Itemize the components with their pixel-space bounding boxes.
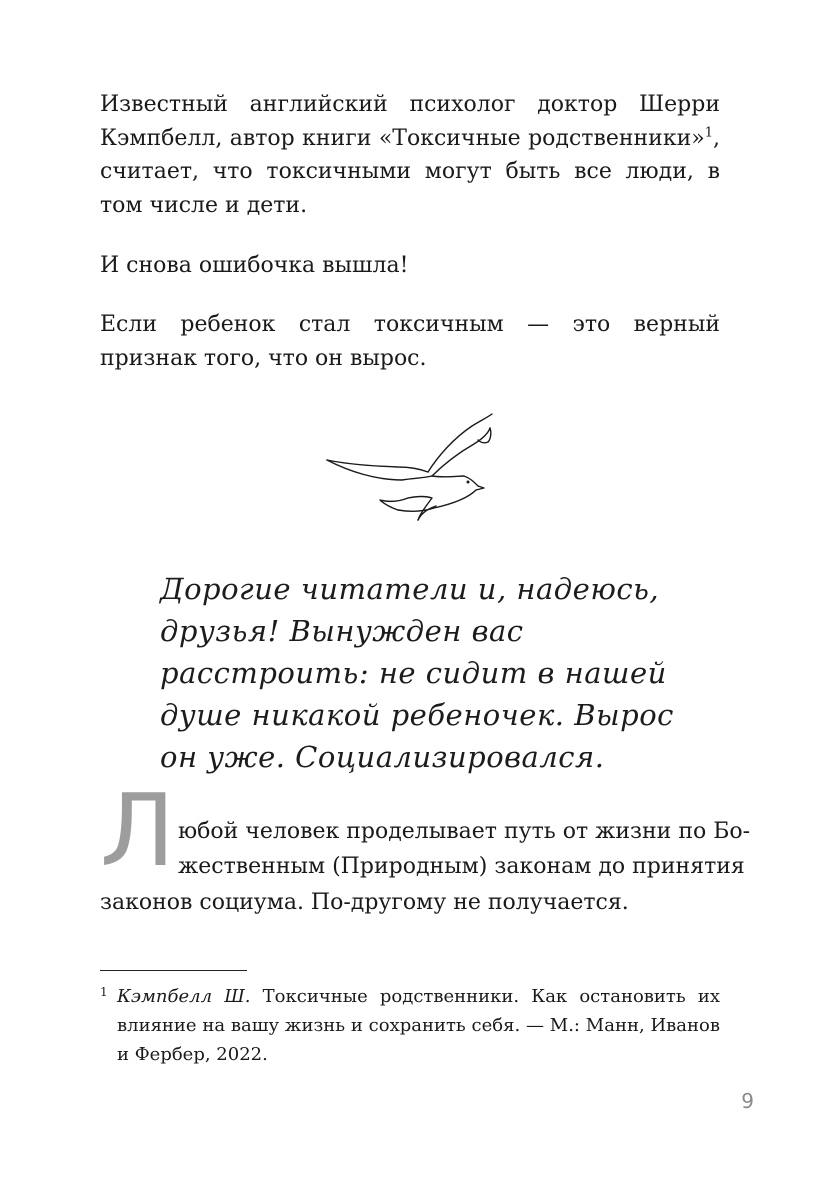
handwritten-line-2: друзья! Вынужден вас [160,614,524,648]
dropcap-line-3: законов социума. По-другому не получается. [100,890,629,915]
paragraph-1 [100,88,720,222]
paragraph-2-text: И снова ошибочка вышла! [100,253,409,278]
footnote [100,982,720,1069]
page-number: 9 [741,1089,754,1113]
bird-icon [322,412,500,524]
paragraph-2 [100,249,720,283]
handwritten-line-5: он уже. Социализировался. [160,740,605,774]
drop-cap-letter: Л [100,772,176,889]
paragraph-1-text-a: Известный английский психолог доктор Шерри Кэмпбелл, автор книги «Токсичные родственники» [100,92,720,151]
dropcap-line-1: юбой человек проделывает путь от жизни по Бо- [178,819,751,844]
footnote-author: Кэмпбелл Ш. [117,986,251,1007]
footnote-reference[interactable]: 1 [704,125,713,141]
handwritten-line-1: Дорогие читатели и, надеюсь, [160,572,660,606]
dropcap-paragraph [100,772,751,921]
paragraph-3-text: Если ребенок стал токсичным — это верный признак того, что он вырос. [100,312,720,371]
footnote-divider [100,970,247,971]
footnote-mark: 1 [100,985,108,999]
handwritten-line-4: душе никакой ребеночек. Вырос [160,698,674,732]
dropcap-line-2: жественным (Природным) законам до принятия [178,854,745,879]
paragraph-1-text-b: , считает, что токсичными могут быть все люди, в том числе и дети. [100,125,720,218]
footnote-text: Токсичные родственники. Как остановить их влияние на вашу жизнь и сохранить себя. — М.: Манн, Иванов и Фербер, 2022. [117,986,720,1065]
handwritten-note [160,568,690,778]
paragraph-3 [100,308,720,375]
handwritten-line-3: расстроить: не сидит в нашей [160,656,667,690]
